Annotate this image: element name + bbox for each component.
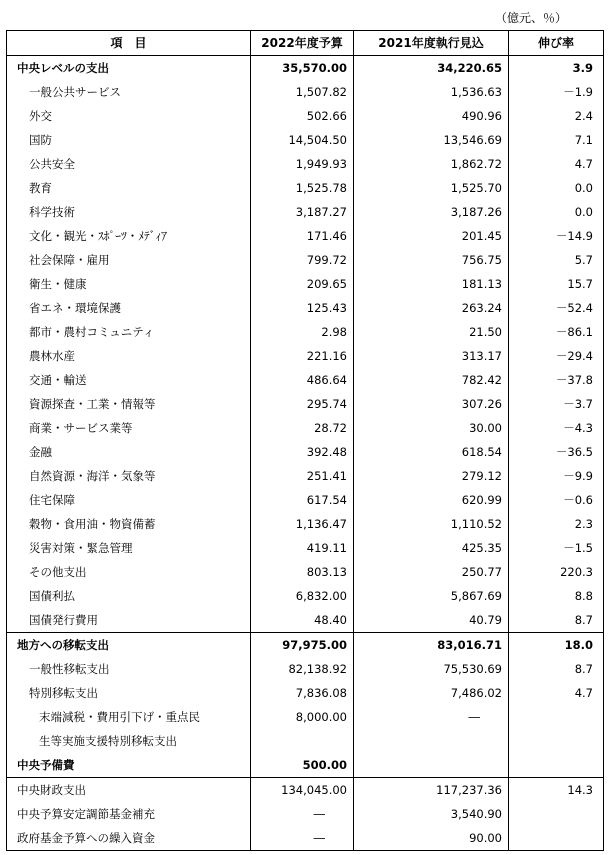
row-growth-rate: －3.7 <box>509 392 604 416</box>
row-budget-2022: 209.65 <box>251 272 354 296</box>
row-execution-2021: 40.79 <box>354 608 509 633</box>
table-row <box>7 681 604 705</box>
row-execution-2021: 756.75 <box>354 248 509 272</box>
table-row <box>7 536 604 560</box>
row-growth-rate: 14.3 <box>509 778 604 803</box>
table-row <box>7 802 604 826</box>
table-row <box>7 368 604 392</box>
row-item-name: 金融 <box>7 440 251 464</box>
row-item-name: 交通・輸送 <box>7 368 251 392</box>
row-growth-rate: 220.3 <box>509 560 604 584</box>
row-budget-2022: 392.48 <box>251 440 354 464</box>
row-growth-rate: 8.7 <box>509 608 604 633</box>
row-execution-2021: 181.13 <box>354 272 509 296</box>
row-budget-2022: 419.11 <box>251 536 354 560</box>
row-execution-2021: 34,220.65 <box>354 56 509 81</box>
row-budget-2022: 3,187.27 <box>251 200 354 224</box>
row-budget-2022: 1,949.93 <box>251 152 354 176</box>
row-execution-2021: 425.35 <box>354 536 509 560</box>
row-execution-2021 <box>354 753 509 778</box>
row-budget-2022: 486.64 <box>251 368 354 392</box>
row-budget-2022 <box>251 729 354 753</box>
row-growth-rate: －0.6 <box>509 488 604 512</box>
row-budget-2022: 251.41 <box>251 464 354 488</box>
table-row <box>7 224 604 248</box>
table-row <box>7 753 604 778</box>
row-budget-2022: 1,507.82 <box>251 80 354 104</box>
row-item-name: 災害対策・緊急管理 <box>7 536 251 560</box>
table-row <box>7 729 604 753</box>
row-execution-2021: 30.00 <box>354 416 509 440</box>
row-growth-rate: －37.8 <box>509 368 604 392</box>
row-item-name: 文化・観光・ｽﾎﾟｰﾂ・ﾒﾃﾞｨｱ <box>7 224 251 248</box>
row-execution-2021: 1,862.72 <box>354 152 509 176</box>
row-execution-2021: 620.99 <box>354 488 509 512</box>
table-header-row <box>7 31 604 56</box>
row-budget-2022: 97,975.00 <box>251 633 354 658</box>
row-execution-2021: 782.42 <box>354 368 509 392</box>
row-item-name: 農林水産 <box>7 344 251 368</box>
row-execution-2021: 250.77 <box>354 560 509 584</box>
row-budget-2022: 134,045.00 <box>251 778 354 803</box>
row-budget-2022: 799.72 <box>251 248 354 272</box>
row-item-name: 省エネ・環境保護 <box>7 296 251 320</box>
row-budget-2022: 500.00 <box>251 753 354 778</box>
table-row <box>7 200 604 224</box>
row-item-name: 国債発行費用 <box>7 608 251 633</box>
row-growth-rate: 18.0 <box>509 633 604 658</box>
row-budget-2022: 1,525.78 <box>251 176 354 200</box>
row-growth-rate: 2.4 <box>509 104 604 128</box>
row-item-name: 公共安全 <box>7 152 251 176</box>
row-item-name: 外交 <box>7 104 251 128</box>
row-growth-rate <box>509 705 604 729</box>
row-budget-2022: 125.43 <box>251 296 354 320</box>
row-growth-rate: 0.0 <box>509 176 604 200</box>
row-item-name: 衛生・健康 <box>7 272 251 296</box>
row-item-name: 商業・サービス業等 <box>7 416 251 440</box>
row-execution-2021 <box>354 729 509 753</box>
row-budget-2022: 295.74 <box>251 392 354 416</box>
row-item-name: 末端減税・費用引下げ・重点民 <box>7 705 251 729</box>
row-growth-rate: 2.3 <box>509 512 604 536</box>
row-item-name: 一般性移転支出 <box>7 657 251 681</box>
row-growth-rate: 8.7 <box>509 657 604 681</box>
row-execution-2021: 1,110.52 <box>354 512 509 536</box>
row-budget-2022: 2.98 <box>251 320 354 344</box>
row-item-name: 資源探査・工業・情報等 <box>7 392 251 416</box>
row-item-name: 国債利払 <box>7 584 251 608</box>
row-item-name: 国防 <box>7 128 251 152</box>
row-item-name: 地方への移転支出 <box>7 633 251 658</box>
table-row <box>7 608 604 633</box>
row-budget-2022: 803.13 <box>251 560 354 584</box>
table-row <box>7 826 604 851</box>
unit-note: （億元、％） <box>494 11 567 25</box>
table-row <box>7 272 604 296</box>
row-growth-rate: －1.9 <box>509 80 604 104</box>
header-item: 項 目 <box>7 31 251 56</box>
row-item-name: 中央財政支出 <box>7 778 251 803</box>
row-execution-2021: 117,237.36 <box>354 778 509 803</box>
row-growth-rate: －52.4 <box>509 296 604 320</box>
row-execution-2021: ― <box>354 705 509 729</box>
table-row <box>7 705 604 729</box>
row-growth-rate: 0.0 <box>509 200 604 224</box>
table-row <box>7 128 604 152</box>
row-growth-rate: －86.1 <box>509 320 604 344</box>
table-row <box>7 80 604 104</box>
row-item-name: 一般公共サービス <box>7 80 251 104</box>
row-execution-2021: 307.26 <box>354 392 509 416</box>
table-row <box>7 778 604 803</box>
row-growth-rate: －14.9 <box>509 224 604 248</box>
row-budget-2022: ― <box>251 802 354 826</box>
budget-table <box>6 30 604 851</box>
row-item-name: 科学技術 <box>7 200 251 224</box>
row-budget-2022: 1,136.47 <box>251 512 354 536</box>
row-budget-2022: 48.40 <box>251 608 354 633</box>
row-item-name: 中央予備費 <box>7 753 251 778</box>
table-row <box>7 633 604 658</box>
row-budget-2022: 82,138.92 <box>251 657 354 681</box>
table-row <box>7 56 604 81</box>
row-item-name: 生等実施支援特別移転支出 <box>7 729 251 753</box>
row-budget-2022: 617.54 <box>251 488 354 512</box>
table-row <box>7 464 604 488</box>
row-item-name: 社会保障・雇用 <box>7 248 251 272</box>
row-item-name: 特別移転支出 <box>7 681 251 705</box>
row-budget-2022: 7,836.08 <box>251 681 354 705</box>
row-execution-2021: 83,016.71 <box>354 633 509 658</box>
table-row <box>7 440 604 464</box>
row-growth-rate: －29.4 <box>509 344 604 368</box>
table-row <box>7 392 604 416</box>
row-budget-2022: 8,000.00 <box>251 705 354 729</box>
table-row <box>7 657 604 681</box>
row-growth-rate: 4.7 <box>509 681 604 705</box>
row-growth-rate: －9.9 <box>509 464 604 488</box>
row-item-name: 中央レベルの支出 <box>7 56 251 81</box>
row-execution-2021: 313.17 <box>354 344 509 368</box>
header-budget-2022: 2022年度予算 <box>251 31 354 56</box>
table-body <box>7 56 604 851</box>
table-row <box>7 248 604 272</box>
row-item-name: 政府基金予算への繰入資金 <box>7 826 251 851</box>
row-execution-2021: 1,536.63 <box>354 80 509 104</box>
row-growth-rate: －1.5 <box>509 536 604 560</box>
row-budget-2022: 221.16 <box>251 344 354 368</box>
row-execution-2021: 21.50 <box>354 320 509 344</box>
row-budget-2022: 35,570.00 <box>251 56 354 81</box>
row-execution-2021: 5,867.69 <box>354 584 509 608</box>
row-item-name: 都市・農村コミュニティ <box>7 320 251 344</box>
row-execution-2021: 13,546.69 <box>354 128 509 152</box>
row-execution-2021: 75,530.69 <box>354 657 509 681</box>
row-growth-rate: 5.7 <box>509 248 604 272</box>
row-item-name: 中央予算安定調節基金補充 <box>7 802 251 826</box>
row-growth-rate <box>509 802 604 826</box>
table-row <box>7 488 604 512</box>
row-growth-rate: 15.7 <box>509 272 604 296</box>
row-execution-2021: 490.96 <box>354 104 509 128</box>
table-row <box>7 104 604 128</box>
row-execution-2021: 3,187.26 <box>354 200 509 224</box>
table-row <box>7 296 604 320</box>
row-execution-2021: 90.00 <box>354 826 509 851</box>
row-growth-rate: 8.8 <box>509 584 604 608</box>
row-item-name: 自然資源・海洋・気象等 <box>7 464 251 488</box>
table-row <box>7 344 604 368</box>
table-row <box>7 584 604 608</box>
row-item-name: 教育 <box>7 176 251 200</box>
row-execution-2021: 263.24 <box>354 296 509 320</box>
row-execution-2021: 201.45 <box>354 224 509 248</box>
row-execution-2021: 3,540.90 <box>354 802 509 826</box>
row-growth-rate <box>509 729 604 753</box>
row-growth-rate: －4.3 <box>509 416 604 440</box>
row-growth-rate: 4.7 <box>509 152 604 176</box>
row-execution-2021: 1,525.70 <box>354 176 509 200</box>
row-budget-2022: 502.66 <box>251 104 354 128</box>
row-execution-2021: 618.54 <box>354 440 509 464</box>
row-item-name: 穀物・食用油・物資備蓄 <box>7 512 251 536</box>
row-execution-2021: 279.12 <box>354 464 509 488</box>
table-row <box>7 152 604 176</box>
table-row <box>7 176 604 200</box>
table-row <box>7 512 604 536</box>
row-budget-2022: 28.72 <box>251 416 354 440</box>
table-row <box>7 416 604 440</box>
row-growth-rate <box>509 826 604 851</box>
row-budget-2022: ― <box>251 826 354 851</box>
header-execution-2021: 2021年度執行見込 <box>354 31 509 56</box>
row-execution-2021: 7,486.02 <box>354 681 509 705</box>
row-growth-rate: －36.5 <box>509 440 604 464</box>
row-growth-rate: 3.9 <box>509 56 604 81</box>
row-item-name: その他支出 <box>7 560 251 584</box>
table-row <box>7 560 604 584</box>
row-budget-2022: 6,832.00 <box>251 584 354 608</box>
row-growth-rate <box>509 753 604 778</box>
table-row <box>7 320 604 344</box>
row-budget-2022: 14,504.50 <box>251 128 354 152</box>
row-item-name: 住宅保障 <box>7 488 251 512</box>
row-growth-rate: 7.1 <box>509 128 604 152</box>
header-growth-rate: 伸び率 <box>509 31 604 56</box>
row-budget-2022: 171.46 <box>251 224 354 248</box>
